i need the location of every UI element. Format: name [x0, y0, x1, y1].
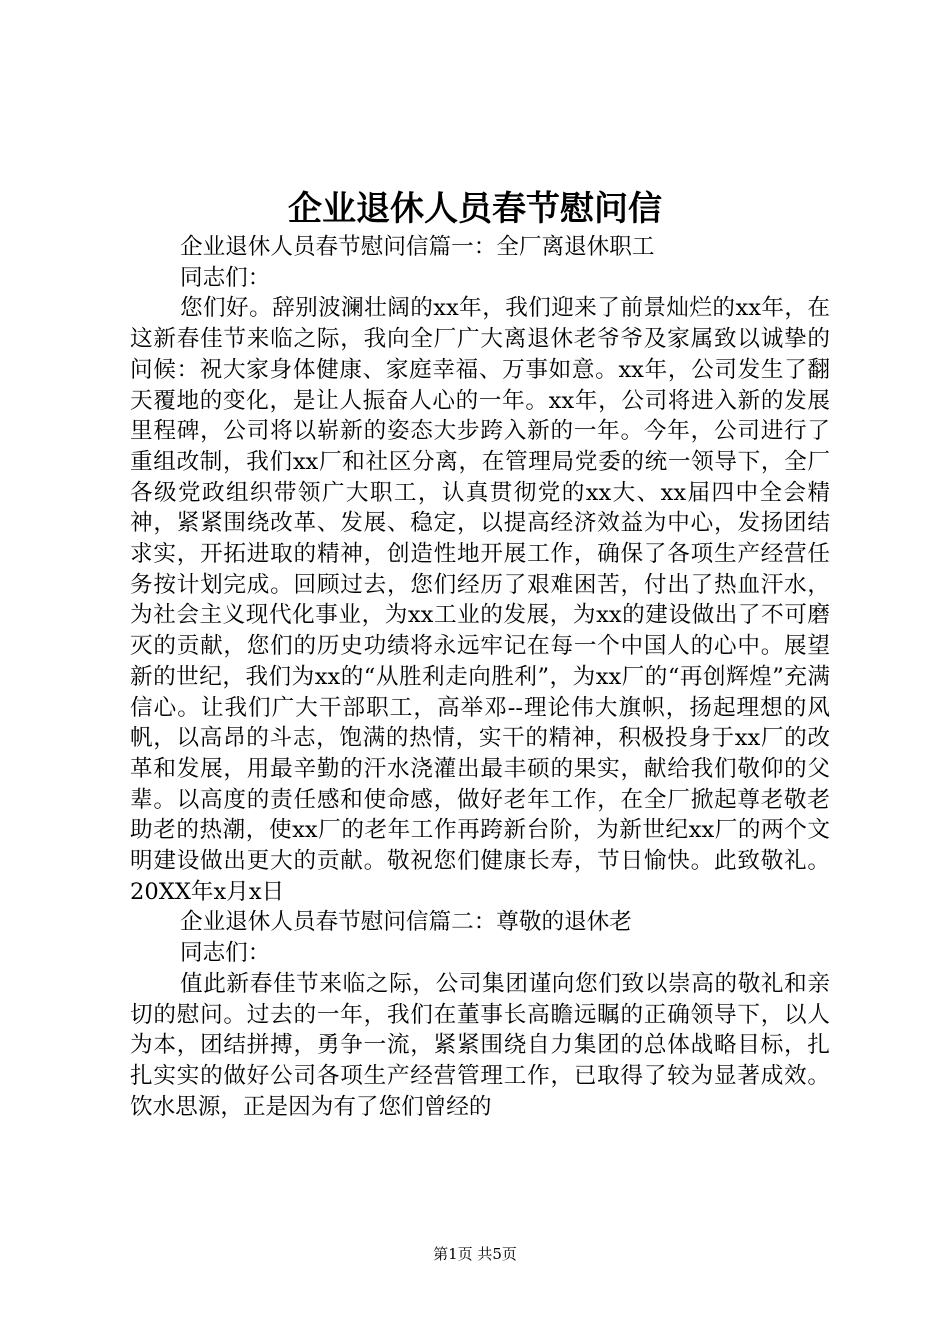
letter-one-body: 您们好。辞别波澜壮阔的xx年，我们迎来了前景灿烂的xx年，在这新春佳节来临之际，我向全厂广大离退休老爷爷及家属致以诚挚的问候：祝大家身体健康、家庭幸福、万事如意。xx年，公司发生了翻天覆地的变化，是让人振奋人心的一年。xx年，公司将进入新的发展里程碑，公司将以崭新的姿态大步跨入新的一年。今年，公司进行了重组改制，我们xx厂和社区分离，在管理局党委的统一领导下，全厂各级党政组织带领广大职工，认真贯彻党的xx大、xx届四中全会精神，紧紧围绕改革、发展、稳定，以提高经济效益为中心，发扬团结求实，开拓进取的精神，创造性地开展工作，确保了各项生产经营任务按计划完成。回顾过去，您们经历了艰难困苦，付出了热血汗水，为社会主义现代化事业，为xx工业的发展，为xx的建设做出了不可磨灭的贡献，您们的历史功绩将永远牢记在每一个中国人的心中。展望新的世纪，我们为xx的“从胜利走向胜利”，为xx厂的“再创辉煌”充满信心。让我们广大干部职工，高举邓--理论伟大旗帜，扬起理想的风帆，以高昂的斗志，饱满的热情，实干的精神，积极投身于xx厂的改革和发展，用最辛勤的汗水浇灌出最丰硕的果实，献给我们敬仰的父辈。以高度的责任感和使命感，做好老年工作，在全厂掀起尊老敬老助老的热潮，使xx厂的老年工作再跨新台阶，为新世纪xx厂的两个文明建设做出更大的贡献。敬祝您们健康长寿，节日愉快。此致敬礼。20XX年x月x日: [130, 295, 830, 905]
salutation-one: 同志们：: [180, 264, 271, 291]
document-body: [130, 232, 830, 1122]
letter-two-body: 值此新春佳节来临之际，公司集团谨向您们致以崇高的敬礼和亲切的慰问。过去的一年，我们在董事长高瞻远瞩的正确领导下，以人为本，团结拼搏，勇争一流，紧紧围绕自力集团的总体战略目标，扎扎实实的做好公司各项生产经营管理工作，已取得了较为显著成效。饮水思源，正是因为有了您们曾经的: [130, 970, 830, 1120]
section-two-heading: 企业退休人员春节慰问信篇二：尊敬的退休老: [180, 909, 632, 936]
document-title: 企业退休人员春节慰问信: [288, 189, 662, 229]
salutation-two: 同志们：: [180, 940, 271, 967]
page-number-footer: 第1页 共5页: [433, 1245, 517, 1263]
section-one-heading: 企业退休人员春节慰问信篇一：全厂离退休职工: [180, 234, 655, 260]
